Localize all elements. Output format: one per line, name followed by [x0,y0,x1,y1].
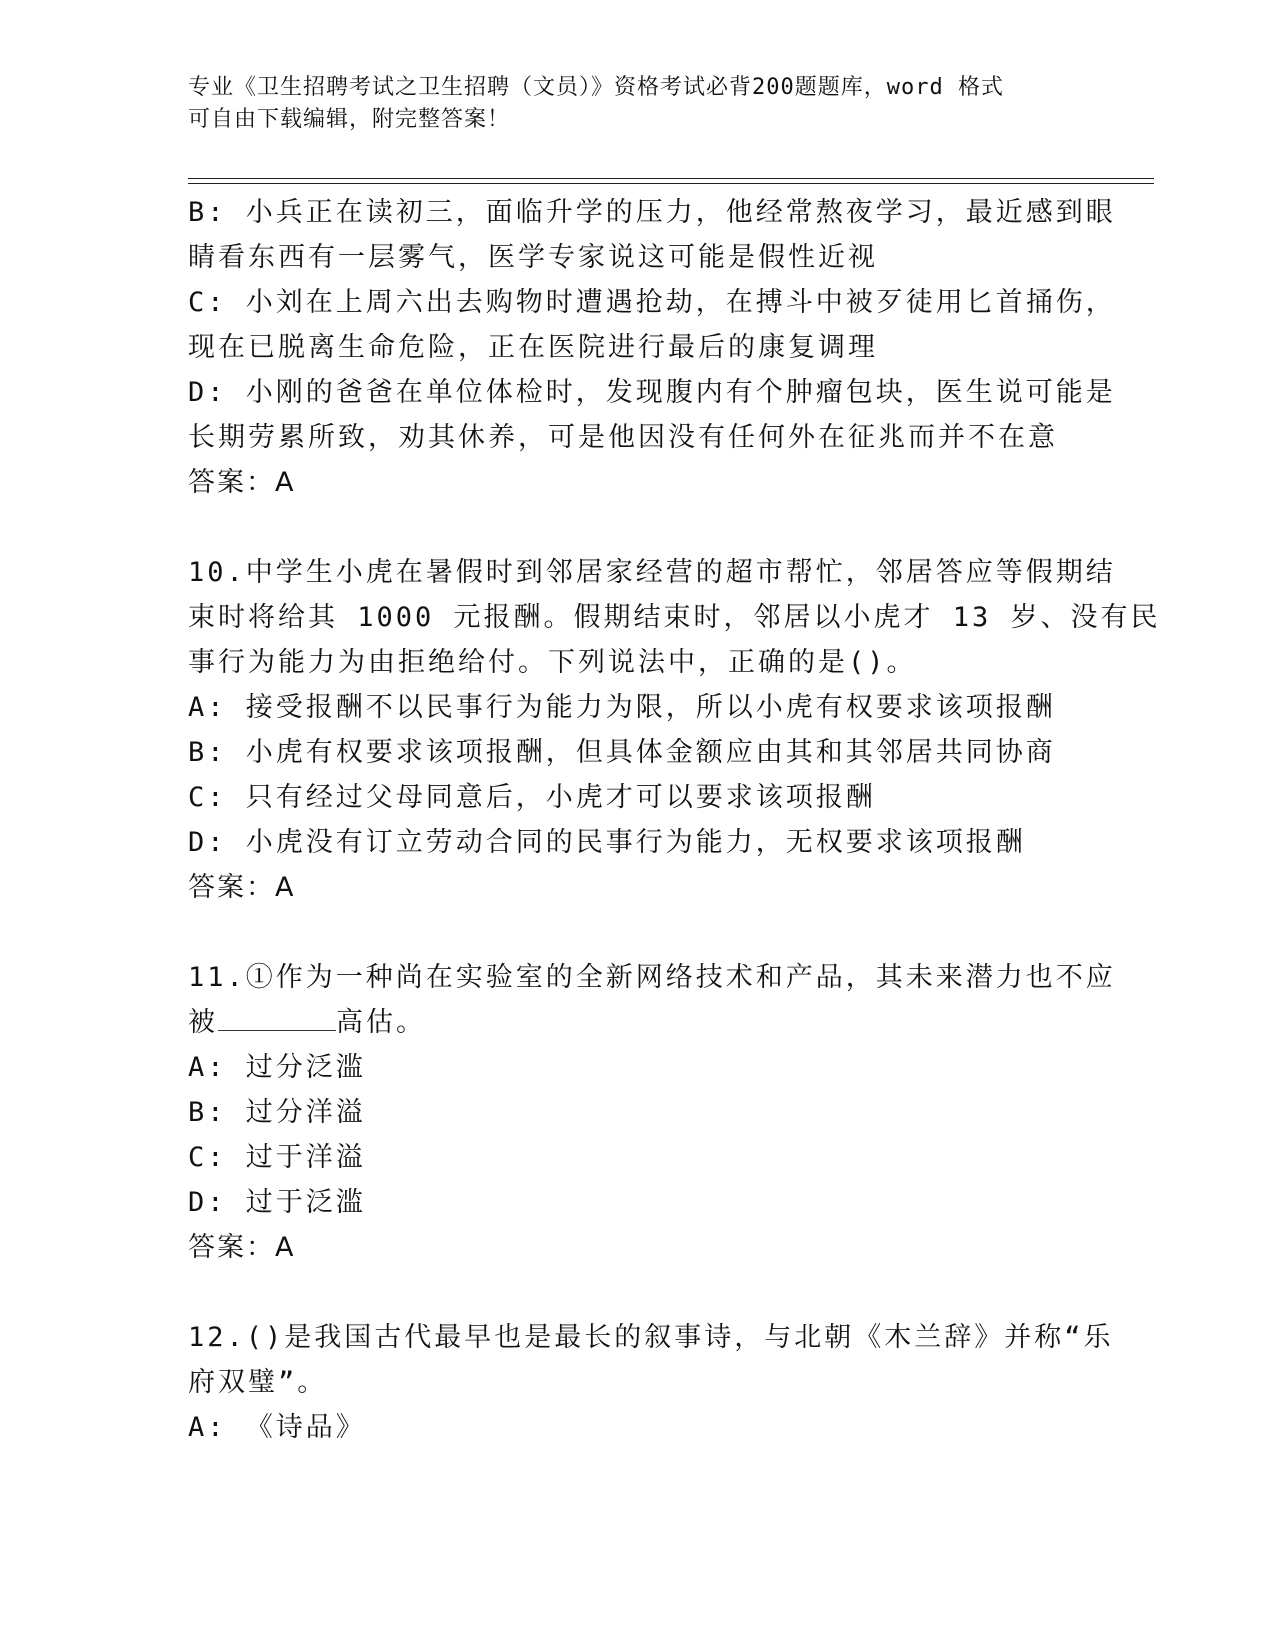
q10-option-c: C: 只有经过父母同意后，小虎才可以要求该项报酬 [188,782,876,813]
q9-option-d-line-2: 长期劳累所致，劝其休养，可是他因没有任何外在征兆而并不在意 [188,422,1058,453]
q11-option-d: D: 过于泛滥 [188,1187,366,1218]
q10-option-d: D: 小虎没有订立劳动合同的民事行为能力，无权要求该项报酬 [188,827,1026,858]
q10-option-b: B: 小虎有权要求该项报酬，但具体金额应由其和其邻居共同协商 [188,737,1056,768]
header-divider [188,178,1154,184]
header-title-line-1: 专业《卫生招聘考试之卫生招聘（文员）》资格考试必背200题题库，word 格式 [188,75,1004,100]
question-list [188,190,1161,1450]
q10-answer: 答案：A [188,872,296,903]
fill-in-blank [218,1000,336,1031]
q12-option-a: A: 《诗品》 [188,1412,366,1443]
q12-stem-line-2: 府双璧”。 [188,1367,328,1398]
q11-stem-before-blank: 被 [188,1007,218,1038]
document-header [188,72,1068,136]
q11-stem-after-blank: 高估。 [336,1007,426,1038]
q9-answer: 答案：A [188,467,296,498]
question-spacer [188,910,1088,955]
q11-option-a: A: 过分泛滥 [188,1052,366,1083]
q11-option-b: B: 过分洋溢 [188,1097,366,1128]
q9-option-c-line-2: 现在已脱离生命危险，正在医院进行最后的康复调理 [188,332,878,363]
question-10 [188,550,1161,910]
q11-option-c: C: 过于洋溢 [188,1142,366,1173]
q12-stem-line-1: 12.()是我国古代最早也是最长的叙事诗，与北朝《木兰辞》并称“乐 [188,1322,1114,1353]
q10-stem-line-3: 事行为能力为由拒绝给付。下列说法中，正确的是()。 [188,647,917,678]
question-spacer [188,505,1088,550]
q11-stem-line-2 [188,1000,1088,1045]
q9-option-c-line-1: C: 小刘在上周六出去购物时遭遇抢劫，在搏斗中被歹徒用匕首捅伤， [188,287,1116,318]
question-11 [188,955,1116,1270]
header-title-line-2: 可自由下载编辑，附完整答案！ [188,107,511,132]
q11-answer: 答案：A [188,1232,296,1263]
q11-stem-line-1: 11.①作为一种尚在实验室的全新网络技术和产品，其未来潜力也不应 [188,962,1116,993]
question-12 [188,1315,1114,1450]
q10-stem-line-2: 束时将给其 1000 元报酬。假期结束时，邻居以小虎才 13 岁、没有民 [188,602,1161,633]
q9-option-b-line-2: 睛看东西有一层雾气，医学专家说这可能是假性近视 [188,242,878,273]
q10-stem-line-1: 10.中学生小虎在暑假时到邻居家经营的超市帮忙，邻居答应等假期结 [188,557,1116,588]
q9-option-b-line-1: B: 小兵正在读初三，面临升学的压力，他经常熬夜学习，最近感到眼 [188,197,1116,228]
question-spacer [188,1270,1088,1315]
question-9-tail [188,190,1116,505]
q10-option-a: A: 接受报酬不以民事行为能力为限，所以小虎有权要求该项报酬 [188,692,1056,723]
q9-option-d-line-1: D: 小刚的爸爸在单位体检时，发现腹内有个肿瘤包块，医生说可能是 [188,377,1116,408]
